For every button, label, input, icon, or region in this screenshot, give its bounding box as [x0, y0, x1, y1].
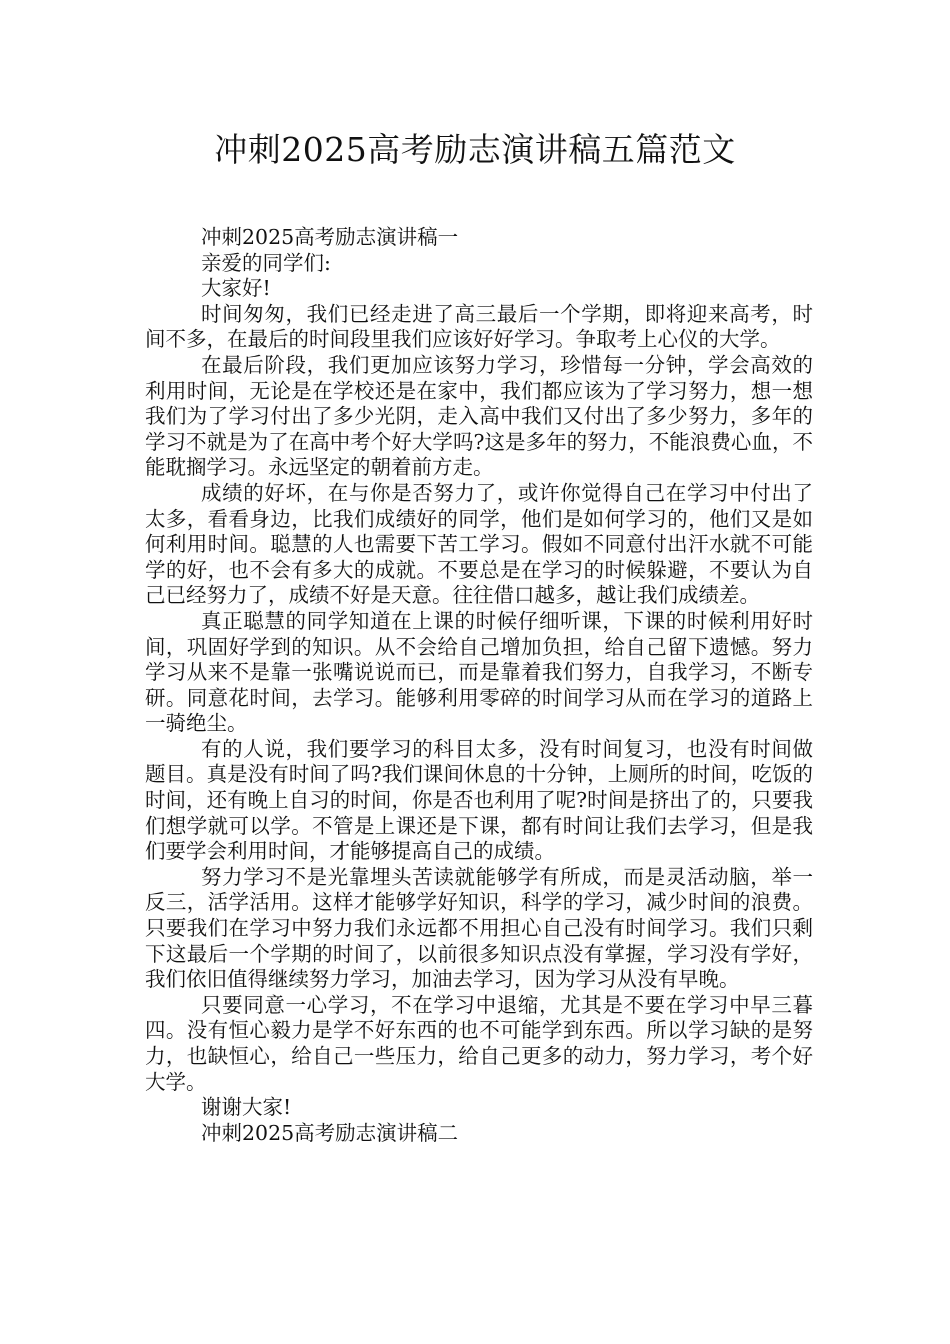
closing-line: 谢谢大家! — [201, 1095, 292, 1120]
speech-heading: 冲刺2025高考励志演讲稿一 — [201, 225, 459, 249]
document-title: 冲刺2025高考励志演讲稿五篇范文 — [214, 130, 736, 169]
greeting: 大家好! — [201, 276, 271, 301]
paragraph: 在最后阶段，我们更加应该努力学习，珍惜每一分钟，学会高效的利用时间，无论是在学校还是在家中，我们都应该为了学习努力，想一想我们为了学习付出了多少光阴，走入高中我们又付出了多少努力，多年的学习不就是为了在高中考个好大学吗?这是多年的努力，不能浪费心血，不能耽搁学习。永远坚定的朝着前方走。 — [145, 352, 813, 480]
next-speech-heading: 冲刺2025高考励志演讲稿二 — [201, 1120, 459, 1145]
paragraph: 时间匆匆，我们已经走进了高三最后一个学期，即将迎来高考，时间不多，在最后的时间段里我们应该好好学习。争取考上心仪的大学。 — [145, 301, 813, 352]
paragraph: 成绩的好坏，在与你是否努力了，或许你觉得自己在学习中付出了太多，看看身边，比我们成绩好的同学，他们是如何学习的，他们又是如何利用时间。聪慧的人也需要下苦工学习。假如不同意付出汗水就不可能学的好，也不会有多大的成就。不要总是在学习的时候躲避，不要认为自己已经努力了，成绩不好是天意。往往借口越多，越让我们成绩差。 — [145, 480, 813, 608]
paragraph: 有的人说，我们要学习的科目太多，没有时间复习，也没有时间做题目。真是没有时间了吗?我们课间休息的十分钟，上厕所的时间，吃饭的时间，还有晚上自习的时间，你是否也利用了呢?时间是挤出了的，只要我们想学就可以学。不管是上课还是下课，都有时间让我们去学习，但是我们要学会利用时间，才能够提高自己的成绩。 — [145, 736, 813, 864]
paragraph: 努力学习不是光靠埋头苦读就能够学有所成，而是灵活动脑，举一反三，活学活用。这样才能够学好知识，科学的学习，减少时间的浪费。只要我们在学习中努力我们永远都不用担心自己没有时间学习。我们只剩下这最后一个学期的时间了，以前很多知识点没有掌握，学习没有学好，我们依旧值得继续努力学习，加油去学习，因为学习从没有早晚。 — [145, 864, 813, 992]
paragraph: 只要同意一心学习，不在学习中退缩，尤其是不要在学习中早三暮四。没有恒心毅力是学不好东西的也不可能学到东西。所以学习缺的是努力，也缺恒心，给自己一些压力，给自己更多的动力，努力学习，考个好大学。 — [145, 992, 813, 1094]
paragraph: 真正聪慧的同学知道在上课的时候仔细听课，下课的时候利用好时间，巩固好学到的知识。从不会给自己增加负担，给自己留下遗憾。努力学习从来不是靠一张嘴说说而已，而是靠着我们努力，自我学习，不断专研。同意花时间，去学习。能够利用零碎的时间学习从而在学习的道路上一骑绝尘。 — [145, 608, 813, 736]
document-body — [145, 225, 813, 1146]
salutation: 亲爱的同学们: — [201, 250, 331, 275]
